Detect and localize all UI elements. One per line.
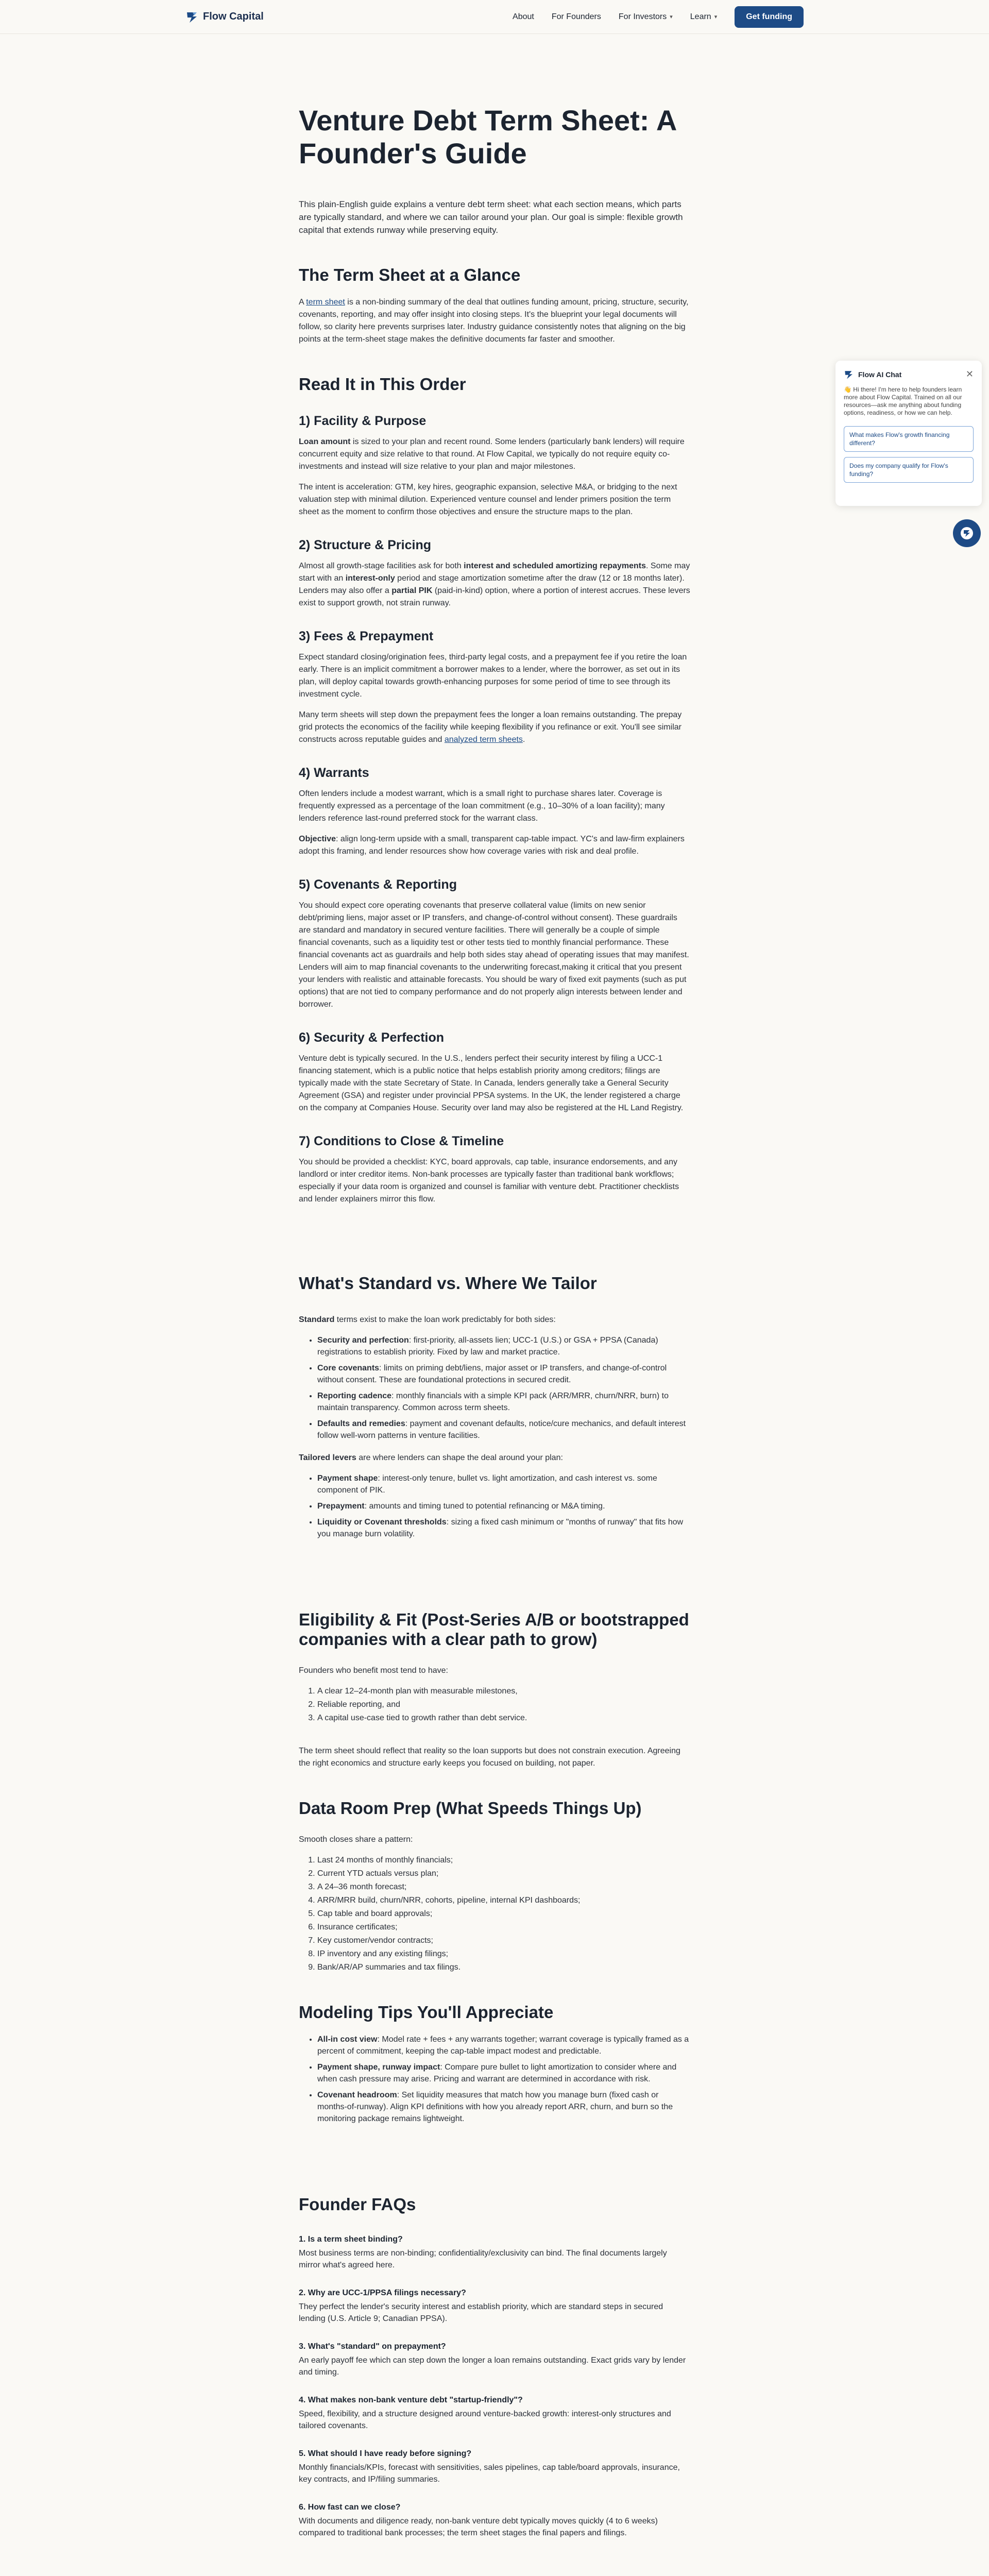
subheading-conditions: 7) Conditions to Close & Timeline bbox=[299, 1134, 504, 1148]
list-item bbox=[317, 1334, 690, 1358]
list-item: 6. Insurance certificates; bbox=[317, 1921, 690, 1934]
chat-header bbox=[844, 369, 974, 380]
text: : interest-only tenure, bullet vs. light amortization, and cash interest vs. some component of PIK. bbox=[317, 1474, 657, 1495]
section-heading-faqs: Founder FAQs bbox=[299, 2195, 416, 2214]
text: : monthly financials with a simple KPI pack (ARR/MRR, churn/NRR, burn) to maintain transparency. Common across term sheets. bbox=[317, 1392, 669, 1412]
security-paragraph: Venture debt is typically secured. In the U.S., lenders perfect their security interest by filing a UCC-1 financing statement, which is a public notice that helps establish priority among creditors; filings are typically made with the state Secretary of State. In Canada, lenders generally take a General Security Agreement (GSA) and register under provincial PPSA systems. In the UK, the lender registered a charge on the company at Companies House. Security over land may also be registered at the HL Land Registry. bbox=[299, 1054, 684, 1112]
faq-item bbox=[299, 2449, 690, 2485]
subheading-fees: 3) Fees & Prepayment bbox=[299, 629, 434, 643]
chat-launcher-button[interactable] bbox=[953, 519, 981, 547]
bold-text: partial PIK bbox=[391, 586, 433, 595]
flow-capital-logo-icon bbox=[185, 10, 199, 24]
bold-text: Reporting cadence bbox=[317, 1392, 392, 1400]
close-icon[interactable]: ✕ bbox=[965, 369, 974, 379]
text: Many term sheets will step down the prepayment fees the longer a loan remains outstanding. The prepay grid protects the economics of the facility while keeping flexibility if you refinance or exit. You'll see similar constructs across reputable guides and bbox=[299, 710, 682, 744]
text: : Set liquidity measures that match how you manage burn (fixed cash or months-of-runway). Align KPI definitions with how you already report ARR, churn, and burn so the monitoring package remains lightweight. bbox=[317, 2091, 673, 2123]
list-item bbox=[317, 1500, 690, 1512]
bold-text: Loan amount bbox=[299, 437, 351, 446]
nav-links bbox=[513, 6, 804, 28]
modeling-list bbox=[317, 2033, 690, 2125]
nav-link-label: Learn bbox=[690, 12, 711, 21]
faq-question: 6. How fast can we close? bbox=[299, 2503, 401, 2512]
standard-list bbox=[317, 1334, 690, 1442]
bold-text: Objective bbox=[299, 835, 336, 843]
list-item bbox=[317, 1390, 690, 1414]
section-heading-order: Read It in This Order bbox=[299, 375, 466, 394]
list-item bbox=[317, 2089, 690, 2125]
subheading-structure: 2) Structure & Pricing bbox=[299, 538, 431, 552]
text: : payment and covenant defaults, notice/cure mechanics, and default interest follow well-worn patterns in venture facilities. bbox=[317, 1419, 686, 1440]
bold-text: Prepayment bbox=[317, 1502, 365, 1511]
list-item: 8. IP inventory and any existing filings; bbox=[317, 1948, 690, 1960]
faq-item bbox=[299, 2342, 690, 2378]
structure-paragraph bbox=[299, 560, 690, 609]
faq-answer: Monthly financials/KPIs, forecast with sensitivities, sales pipelines, cap table/board approvals, insurance, key contracts, and IP/filing summaries. bbox=[299, 2463, 680, 2484]
list-item: 3. A capital use-case tied to growth rather than debt service. bbox=[317, 1712, 690, 1724]
nav-link-label: For Investors bbox=[618, 12, 667, 21]
nav-link-about[interactable] bbox=[513, 12, 534, 22]
bold-text: Payment shape bbox=[317, 1474, 378, 1483]
list-item: 1. A clear 12–24-month plan with measurable milestones, bbox=[317, 1685, 690, 1698]
bold-text: Defaults and remedies bbox=[317, 1419, 405, 1428]
list-item bbox=[317, 1516, 690, 1540]
facility-paragraph-1 bbox=[299, 436, 690, 473]
text: are where lenders can shape the deal around your plan: bbox=[356, 1453, 563, 1462]
text: : Model rate + fees + any warrants together; warrant coverage is typically framed as a percent of commitment, keeping the cap-table impact modest and predictable. bbox=[317, 2035, 689, 2056]
brand[interactable] bbox=[185, 10, 264, 24]
list-item: 2. Reliable reporting, and bbox=[317, 1699, 690, 1711]
faq-answer: Speed, flexibility, and a structure designed around venture-backed growth: interest-only structures and tailored covenants. bbox=[299, 2410, 671, 2430]
fees-paragraph-1: Expect standard closing/origination fees, third-party legal costs, and a prepayment fee if you retire the loan early. There is an implicit commitment a borrower makes to a lender, where the borrower, as set out in its plan, will deploy capital towards growth-enhancing purposes for some period of time to see through its investment cycle. bbox=[299, 653, 687, 699]
warrants-paragraph-1: Often lenders include a modest warrant, which is a small right to purchase shares later. Coverage is frequently expressed as a percentage of the loan commitment (e.g., 10–30% of a loan facility); many lenders reference last-round preferred stock for the warrant class. bbox=[299, 789, 665, 823]
list-item: 1. Last 24 months of monthly financials; bbox=[317, 1854, 690, 1867]
section-heading-eligibility: Eligibility & Fit (Post-Series A/B or bootstrapped companies with a clear path to grow) bbox=[299, 1610, 689, 1649]
subheading-covenants: 5) Covenants & Reporting bbox=[299, 877, 457, 892]
tailored-intro bbox=[299, 1452, 690, 1464]
facility-paragraph-2: The intent is acceleration: GTM, key hires, geographic expansion, selective M&A, or bridging to the next valuation step with minimal dilution. Experienced venture counsel and lender primers position the term sheet as the moment to confirm those objectives and ensure the structure maps to the plan. bbox=[299, 483, 677, 516]
standard-intro bbox=[299, 1314, 690, 1326]
list-item bbox=[317, 1362, 690, 1386]
chat-suggestion[interactable]: What makes Flow's growth financing different? bbox=[844, 426, 974, 452]
covenants-paragraph: You should expect core operating covenants that preserve collateral value (limits on new senior debt/priming liens, major asset or IP transfers, and change-of-control without consent). These guardrails are standard and mandatory in secured venture facilities. There will generally be a couple of simple financial covenants, such as a liquidity test or other tests tied to monthly financial performance. These financial covenants act as guardrails and help both sides stay ahead of operating issues that may manifest. Lenders will aim to map financial covenants to the underwriting forecast,making it critical that you present your lenders with realistic and attainable forecasts. You should be wary of fixed exit payments (such as put options) that are not tied to company performance and do not properly align interests between lender and borrower. bbox=[299, 901, 689, 1009]
chat-title: Flow AI Chat bbox=[858, 370, 902, 379]
list-item bbox=[317, 2033, 690, 2057]
list-item: 7. Key customer/vendor contracts; bbox=[317, 1935, 690, 1947]
faq-item bbox=[299, 2289, 690, 2325]
faq-question: 4. What makes non-bank venture debt "startup-friendly"? bbox=[299, 2396, 523, 2404]
text: . Some may start with an bbox=[299, 562, 690, 583]
text: is sized to your plan and recent round. Some lenders (particularly bank lenders) will require concurrent equity and size relative to that round. At Flow Capital, we typically do not require equity co-investments and instead will size relative to your plan and major milestones. bbox=[299, 437, 685, 471]
nav-link-label: For Founders bbox=[551, 12, 601, 21]
nav-link-label: About bbox=[513, 12, 534, 21]
section-heading-data-room: Data Room Prep (What Speeds Things Up) bbox=[299, 1799, 642, 1818]
text: : sizing a fixed cash minimum or "months of runway" that fits how you manage burn volatility. bbox=[317, 1518, 684, 1538]
faq-question: 1. Is a term sheet binding? bbox=[299, 2235, 403, 2244]
bold-text: interest-only bbox=[345, 574, 395, 583]
warrants-paragraph-2 bbox=[299, 833, 690, 858]
text: Almost all growth-stage facilities ask for both bbox=[299, 562, 464, 570]
text: A bbox=[299, 298, 306, 307]
text: : align long-term upside with a small, transparent cap-table impact. YC's and law-firm explainers adopt this framing, and lender resources show how coverage varies with risk and deal profile. bbox=[299, 835, 685, 856]
subheading-warrants: 4) Warrants bbox=[299, 766, 369, 780]
nav-link-for-founders[interactable] bbox=[552, 12, 601, 22]
text: (paid-in-kind) option, where a portion of interest accrues. These levers exist to support growth, not strain runway. bbox=[299, 586, 690, 607]
bold-text: interest and scheduled amortizing repayments bbox=[464, 562, 646, 570]
list-item bbox=[317, 2061, 690, 2085]
article bbox=[299, 34, 690, 2539]
data-room-intro: Smooth closes share a pattern: bbox=[299, 1835, 413, 1844]
list-item bbox=[317, 1472, 690, 1496]
brand-name: Flow Capital bbox=[203, 11, 264, 22]
bold-text: Covenant headroom bbox=[317, 2091, 397, 2099]
text: : limits on priming debt/liens, major asset or IP transfers, and change-of-control without consent. These are foundational protections in secured credit. bbox=[317, 1364, 667, 1384]
list-item: 9. Bank/AR/AP summaries and tax filings. bbox=[317, 1961, 690, 1974]
subheading-facility: 1) Facility & Purpose bbox=[299, 414, 427, 428]
list-item: 3. A 24–36 month forecast; bbox=[317, 1881, 690, 1893]
top-nav bbox=[0, 0, 989, 34]
section-heading-glance: The Term Sheet at a Glance bbox=[299, 265, 521, 284]
faq-answer: With documents and diligence ready, non-bank venture debt typically moves quickly (4 to 6 weeks) compared to traditional bank processes; the term sheet stages the final papers and filings. bbox=[299, 2517, 658, 2537]
text: : Compare pure bullet to light amortization to consider where and when cash pressure may arise. Pricing and warrant are determined in accordance with risk. bbox=[317, 2063, 677, 2083]
page-title: Venture Debt Term Sheet: A Founder's Guide bbox=[299, 104, 676, 170]
text: is a non-binding summary of the deal that outlines funding amount, pricing, structure, security, covenants, reporting, and may offer insight into closing steps. It's the blueprint your legal documents will follow, so clarity here prevents surprises later. Industry guidance consistently notes that aligning on the big points at the term-sheet stage makes the definitive documents far faster and smoother. bbox=[299, 298, 689, 344]
faq-question: 5. What should I have ready before signing? bbox=[299, 2449, 472, 2458]
list-item: 5. Cap table and board approvals; bbox=[317, 1908, 690, 1920]
fees-paragraph-2 bbox=[299, 709, 690, 746]
faq-item bbox=[299, 2235, 690, 2271]
list-item: 2. Current YTD actuals versus plan; bbox=[317, 1868, 690, 1880]
data-room-list bbox=[317, 1854, 690, 1974]
bold-text: Payment shape, runway impact bbox=[317, 2063, 440, 2072]
eligibility-list bbox=[317, 1685, 690, 1724]
analyzed-term-sheets-link[interactable]: analyzed term sheets bbox=[444, 735, 523, 744]
eligibility-intro: Founders who benefit most tend to have: bbox=[299, 1666, 448, 1675]
intro-paragraph: This plain-English guide explains a venture debt term sheet: what each section means, which parts are typically standard, and where we can tailor around your plan. Our goal is simple: flexible growth capital that extends runway while preserving equity. bbox=[299, 199, 683, 235]
faq-answer: They perfect the lender's security interest and establish priority, which are standard steps in secured lending (U.S. Article 9; Canadian PPSA). bbox=[299, 2302, 663, 2323]
faq-item bbox=[299, 2503, 690, 2539]
text: : amounts and timing tuned to potential refinancing or M&A timing. bbox=[364, 1502, 605, 1511]
nav-link-learn[interactable] bbox=[690, 12, 717, 22]
nav-link-for-investors[interactable] bbox=[619, 12, 673, 22]
faq-answer: Most business terms are non-binding; confidentiality/exclusivity can bind. The final documents largely mirror what's agreed here. bbox=[299, 2249, 667, 2269]
bold-text: Security and perfection bbox=[317, 1336, 409, 1345]
faq-question: 3. What's "standard" on prepayment? bbox=[299, 2342, 446, 2351]
bold-text: All-in cost view bbox=[317, 2035, 378, 2044]
glance-paragraph bbox=[299, 296, 690, 346]
flow-capital-logo-icon bbox=[844, 369, 854, 380]
chat-bubble-icon bbox=[959, 526, 975, 541]
chevron-down-icon: ▾ bbox=[670, 14, 673, 20]
bold-text: Tailored levers bbox=[299, 1453, 356, 1462]
faq-question: 2. Why are UCC-1/PPSA filings necessary? bbox=[299, 2289, 466, 2297]
bold-text: Standard bbox=[299, 1315, 335, 1324]
text: . bbox=[522, 735, 525, 744]
faq-item bbox=[299, 2396, 690, 2432]
conditions-paragraph: You should be provided a checklist: KYC, board approvals, cap table, insurance endorsements, and any landlord or inter creditor items. Non-bank processes are typically faster than traditional bank workflows; especially if your data room is organized and counsel is familiar with venture debt. Practitioner checklists and lender explainers mirror this flow. bbox=[299, 1158, 679, 1204]
get-funding-button[interactable]: Get funding bbox=[735, 6, 804, 28]
eligibility-paragraph: The term sheet should reflect that reality so the loan supports but does not constrain execution. Agreeing the right economics and structure early keeps you focused on building, not paper. bbox=[299, 1747, 680, 1768]
ai-chat-widget bbox=[835, 361, 982, 506]
chevron-down-icon: ▾ bbox=[714, 14, 718, 20]
subheading-security: 6) Security & Perfection bbox=[299, 1030, 445, 1045]
section-heading-tailor: What's Standard vs. Where We Tailor bbox=[299, 1274, 597, 1293]
term-sheet-link[interactable]: term sheet bbox=[306, 298, 345, 307]
section-heading-modeling: Modeling Tips You'll Appreciate bbox=[299, 2003, 554, 2022]
text: period and stage amortization sometime after the draw (12 or 18 months later). Lenders may also offer a bbox=[299, 574, 685, 595]
text: terms exist to make the loan work predictably for both sides: bbox=[334, 1315, 556, 1324]
text: : first-priority, all-assets lien; UCC-1 (U.S.) or GSA + PPSA (Canada) registrations to establish priority. Fixed by law and market practice. bbox=[317, 1336, 658, 1357]
tailored-list bbox=[317, 1472, 690, 1540]
chat-suggestion[interactable]: Does my company qualify for Flow's funding? bbox=[844, 457, 974, 483]
chat-welcome-message: 👋 Hi there! I'm here to help founders learn more about Flow Capital. Trained on all our resources—ask me anything about funding options, readiness, or how we can help. bbox=[844, 386, 962, 416]
list-item: 4. ARR/MRR build, churn/NRR, cohorts, pipeline, internal KPI dashboards; bbox=[317, 1894, 690, 1907]
list-item bbox=[317, 1418, 690, 1442]
faq-answer: An early payoff fee which can step down the longer a loan remains outstanding. Exact grids vary by lender and timing. bbox=[299, 2356, 686, 2377]
bold-text: Core covenants bbox=[317, 1364, 380, 1372]
bold-text: Liquidity or Covenant thresholds bbox=[317, 1518, 447, 1527]
